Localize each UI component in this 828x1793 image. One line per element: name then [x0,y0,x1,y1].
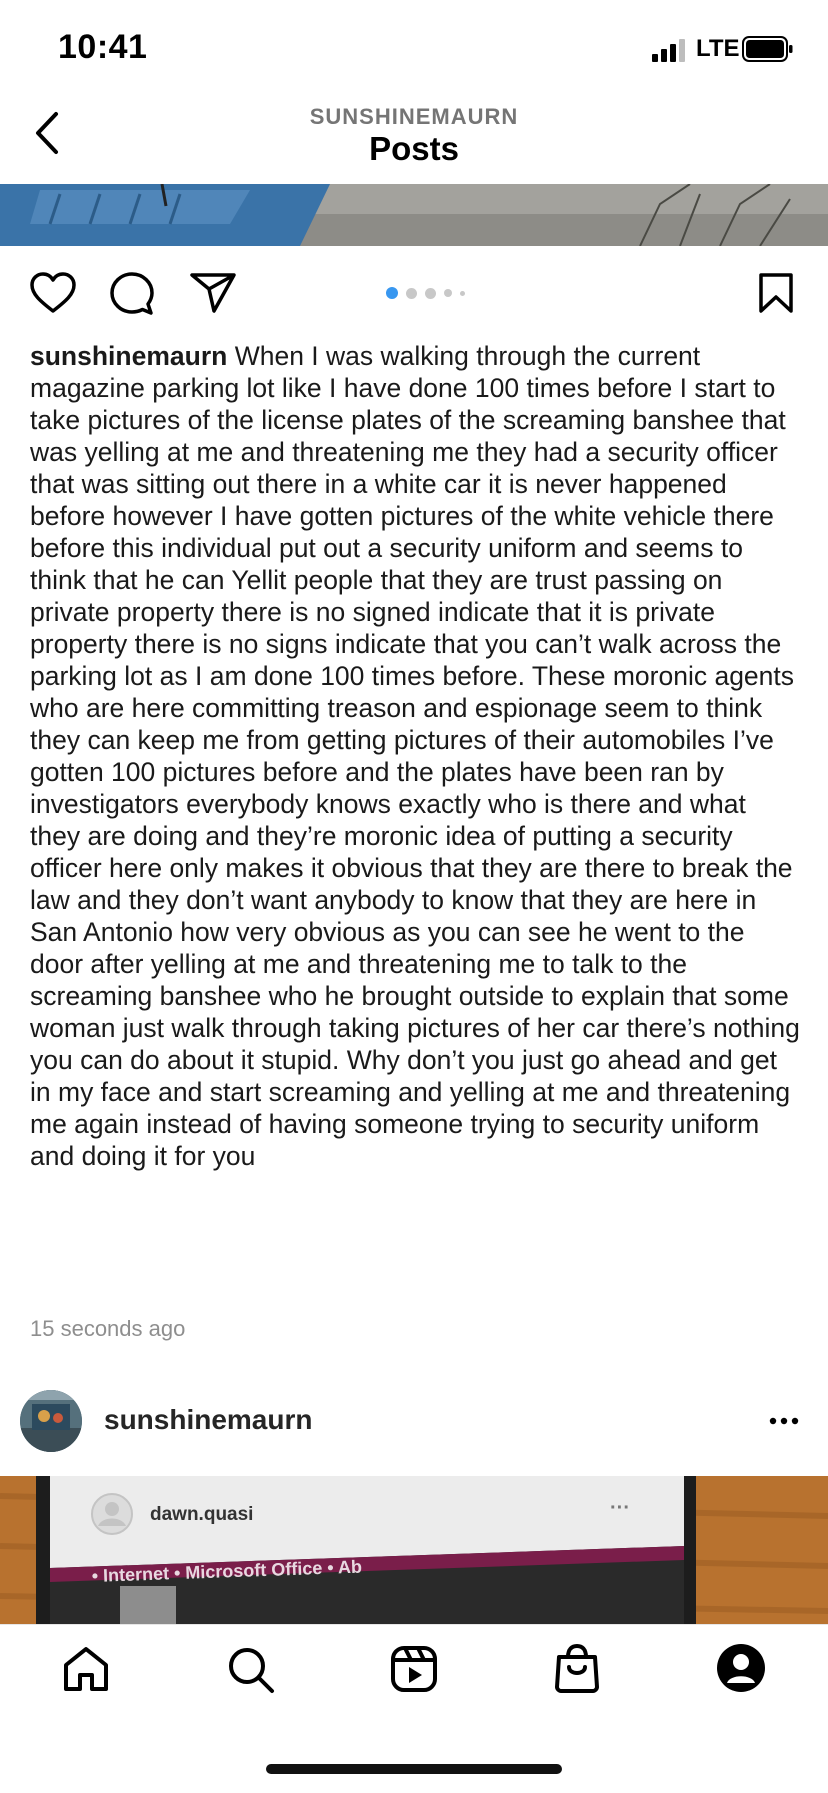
next-post-image[interactable] [0,1476,828,1624]
home-indicator [266,1764,562,1774]
carousel-dot [460,291,465,296]
page-title: Posts [369,130,459,167]
post-image[interactable] [0,184,828,246]
heart-icon[interactable] [30,272,76,314]
carousel-dot [406,288,417,299]
send-icon[interactable] [190,272,236,314]
battery-icon [742,36,794,62]
status-time: 10:41 [58,28,148,66]
reels-icon[interactable] [390,1645,438,1693]
carousel-dot [425,288,436,299]
carousel-dot-active [386,287,398,299]
comment-icon[interactable] [110,272,154,316]
avatar[interactable] [20,1390,82,1452]
shop-icon[interactable] [554,1643,600,1693]
bookmark-icon[interactable] [758,272,794,314]
header-username: SUNSHINEMAURN [309,104,519,129]
image-inner-more-icon: ··· [610,1497,630,1519]
caption-text: When I was walking through the current magazine parking lot like I have done 100 times before I start to take pictures of the license plates of the screaming banshee that was yelling at me and threatening me they had a security officer that was sitting out there in a white car it is never happened before however I have gotten pictures of the white vehicle there before this individual put out a security uniform and seems to think that he can Yellit people that they are trust passing on private property there is no signed indicate that it is private property there is no signs indicate that you can’t walk across the parking lot as I am done 100 times before. These moronic agents who are here committing treason and espionage seem to think they can keep me from getting pictures of their automobiles I’ve gotten 100 pictures before and the plates have been ran by investigators everybody knows exactly who is there and what they are doing and they’re moronic idea of putting a security officer here only makes it obvious that they are there to break the law and they don’t want anybody to know that they are here in San Antonio how very obvious as you can see he went to the door after yelling at me and threatening me to talk to the screaming banshee who he brought outside to explain that some woman just walk through taking pictures of her car there’s nothing you can do about it stupid. Why don’t you just go ahead and get in my face and start screaming and yelling at me and threatening me again instead of having someone trying to security uniform and doing it for you [30,341,800,1171]
carousel-dot [444,289,452,297]
avatar-photo [20,1390,82,1452]
post-caption [30,340,800,1172]
post-timestamp: 15 seconds ago [30,1316,186,1341]
carousel-indicator [386,286,465,300]
search-icon[interactable] [226,1645,276,1695]
image-inner-username: dawn.quasi [150,1504,254,1525]
signal-icon [652,38,690,62]
home-icon[interactable] [62,1645,110,1693]
post-author-username[interactable]: sunshinemaurn [104,1404,313,1435]
image-inner-menu: • Internet • Microsoft Office • Ab [91,1556,363,1586]
more-horizontal-icon[interactable] [768,1406,800,1436]
caption-username[interactable]: sunshinemaurn [30,341,228,371]
network-label: LTE [696,35,740,62]
profile-icon[interactable] [716,1643,766,1693]
phone-photo [0,1476,828,1624]
post-photo [0,184,828,246]
